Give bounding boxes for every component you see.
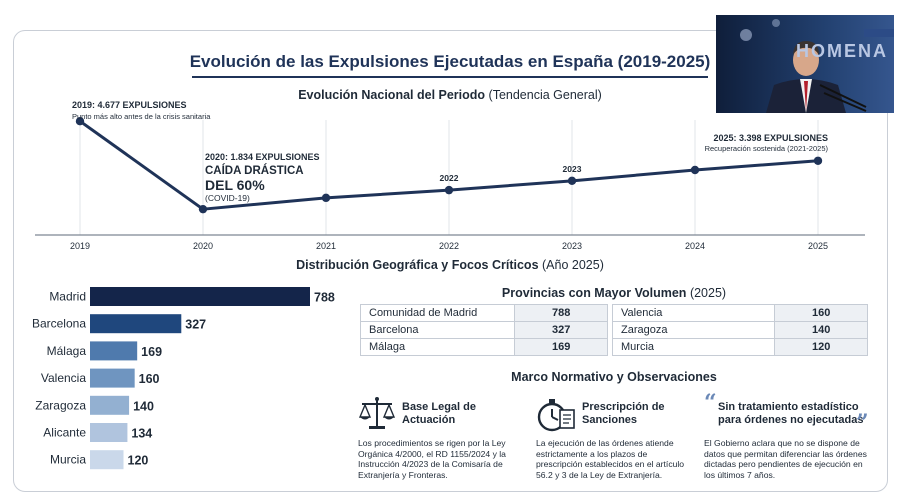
province-value: 788 xyxy=(515,305,608,322)
bar-category-label: Alicante xyxy=(43,425,86,440)
provinces-table-title xyxy=(360,286,868,300)
province-value: 140 xyxy=(775,322,868,339)
bar xyxy=(90,314,181,333)
prescription-body-line: estrictamente a los plazos de xyxy=(536,448,648,459)
x-tick-label: 2023 xyxy=(561,241,583,251)
bar-value-label: 169 xyxy=(141,344,163,359)
close-quote-icon: ” xyxy=(856,410,869,436)
data-point xyxy=(322,194,330,202)
line-chart-heading-bold: Evolución Nacional del Periodo xyxy=(298,88,486,102)
prescription-heading-line: Sanciones xyxy=(582,414,638,426)
geo-heading-rest: (Año 2025) xyxy=(542,258,604,272)
annotation-2020-title: 2020: 1.834 EXPULSIONES xyxy=(205,152,320,162)
province-name: Zaragoza xyxy=(613,322,775,339)
province-value: 120 xyxy=(775,339,868,356)
statistics-body-line: datos que permitan diferenciar las órdenes xyxy=(704,448,867,459)
x-tick-label: 2024 xyxy=(684,241,706,251)
prescription-body-line: La ejecución de las órdenes atiende xyxy=(536,438,674,448)
data-point xyxy=(814,157,822,165)
x-tick-label: 2021 xyxy=(315,241,337,251)
bar xyxy=(90,287,310,306)
annotation-2023: 2023 xyxy=(562,163,582,174)
province-name: Valencia xyxy=(613,305,775,322)
scales-icon xyxy=(358,396,396,432)
line-chart-heading-rest: (Tendencia General) xyxy=(488,88,602,102)
x-tick-label: 2025 xyxy=(807,241,829,251)
statistics-heading-line: Sin tratamiento estadístico xyxy=(718,401,859,413)
province-name: Comunidad de Madrid xyxy=(361,305,515,322)
open-quote-icon: “ xyxy=(704,390,717,416)
legal-heading-line: Actuación xyxy=(402,414,456,426)
province-value: 169 xyxy=(515,339,608,356)
legal-heading xyxy=(402,401,476,427)
bar-category-label: Málaga xyxy=(46,343,86,358)
geo-heading xyxy=(200,258,700,272)
annotation-2022: 2022 xyxy=(439,173,459,184)
prescription-body xyxy=(536,438,712,480)
photo-banner-bar xyxy=(864,29,894,37)
statistics-heading xyxy=(718,401,864,427)
annotation-2020-drop: CAÍDA DRÁSTICA xyxy=(205,165,304,177)
bar-value-label: 120 xyxy=(127,453,149,468)
legal-heading-line: Base Legal de xyxy=(402,401,476,413)
province-value: 160 xyxy=(775,305,868,322)
page-title: Evolución de las Expulsiones Ejecutadas en España (2019-2025) xyxy=(189,52,711,71)
bar-value-label: 327 xyxy=(185,317,207,332)
bar xyxy=(90,396,129,415)
annotation-2020-pct: DEL 60% xyxy=(205,177,265,193)
provinces-table-right xyxy=(612,304,868,356)
statistics-heading-line: para órdenes no ejecutadas xyxy=(718,414,864,426)
province-name: Murcia xyxy=(613,339,775,356)
bar-category-label: Barcelona xyxy=(31,316,86,331)
bar-category-label: Zaragoza xyxy=(35,398,86,413)
data-point xyxy=(199,205,207,213)
bar-value-label: 160 xyxy=(138,372,160,387)
table-row xyxy=(613,339,868,356)
table-row xyxy=(613,305,868,322)
table-row xyxy=(361,322,608,339)
bar xyxy=(90,341,137,360)
bar-category-label: Madrid xyxy=(49,289,86,304)
statistics-body-line: dictadas pero pendientes de ejecución en xyxy=(704,459,863,469)
prescription-heading xyxy=(582,401,665,427)
statistics-body-line: El Gobierno aclara que no se dispone de xyxy=(704,438,860,448)
table-row xyxy=(361,339,608,356)
prescription-heading-line: Prescripción de xyxy=(582,401,665,413)
legal-body-line: Orgánica 4/2000, el RD 1155/2024 y la xyxy=(358,448,506,459)
legal-body-line: Extranjería y Fronteras. xyxy=(358,469,448,480)
legal-body-line: Instrucción 4/2023 de la Comisaría de xyxy=(358,459,503,469)
provinces-table-title-rest: (2025) xyxy=(689,286,727,300)
annotation-2025-note: Recuperación sostenida (2021-2025) xyxy=(704,143,828,153)
provinces-table-left xyxy=(360,304,608,356)
bar xyxy=(90,423,127,442)
bar-value-label: 788 xyxy=(314,290,335,305)
bar-value-label: 140 xyxy=(133,399,154,414)
statistics-body-line: los últimos 7 años. xyxy=(704,469,776,480)
table-row xyxy=(613,322,868,339)
marco-heading: Marco Normativo y Observaciones xyxy=(511,370,717,384)
table-row xyxy=(361,305,608,322)
geo-heading-bold: Distribución Geográfica y Focos Críticos xyxy=(296,258,539,272)
x-tick-label: 2020 xyxy=(192,241,214,251)
data-point xyxy=(691,166,699,174)
province-name: Barcelona xyxy=(361,322,515,339)
provinces-table-title-bold: Provincias con Mayor Volumen xyxy=(501,286,687,300)
data-point xyxy=(568,177,576,185)
province-value: 327 xyxy=(515,322,608,339)
data-point xyxy=(445,186,453,194)
legal-body-line: Los procedimientos se rigen por la Ley xyxy=(358,438,506,448)
statistics-body xyxy=(704,438,880,480)
bar xyxy=(90,369,135,388)
title-underline xyxy=(192,76,708,78)
annotation-2020-note: (COVID-19) xyxy=(205,193,250,203)
annotation-2025-title: 2025: 3.398 EXPULSIONES xyxy=(713,132,828,143)
province-bar-chart xyxy=(30,280,350,475)
x-tick-label: 2019 xyxy=(69,241,91,251)
bar-category-label: Murcia xyxy=(49,452,86,467)
prescription-body-line: prescripción establecidos en el artículo xyxy=(536,459,685,469)
photo-banner-text: HOMENA xyxy=(796,41,888,61)
province-name: Málaga xyxy=(361,339,515,356)
annotation-2019-note: Punto más alto antes de la crisis sanitaria xyxy=(72,112,211,121)
bar-category-label: Valencia xyxy=(40,371,86,386)
legal-body xyxy=(358,438,530,480)
national-trend-line-chart xyxy=(30,95,870,255)
bar-value-label: 134 xyxy=(131,426,153,441)
x-tick-label: 2022 xyxy=(438,241,460,251)
prescription-body-line: 56.2 y 3 de la Ley de Extranjería. xyxy=(536,469,663,480)
bar xyxy=(90,450,124,469)
stopwatch-document-icon xyxy=(536,396,576,434)
annotation-2019-title: 2019: 4.677 EXPULSIONES xyxy=(72,100,187,110)
